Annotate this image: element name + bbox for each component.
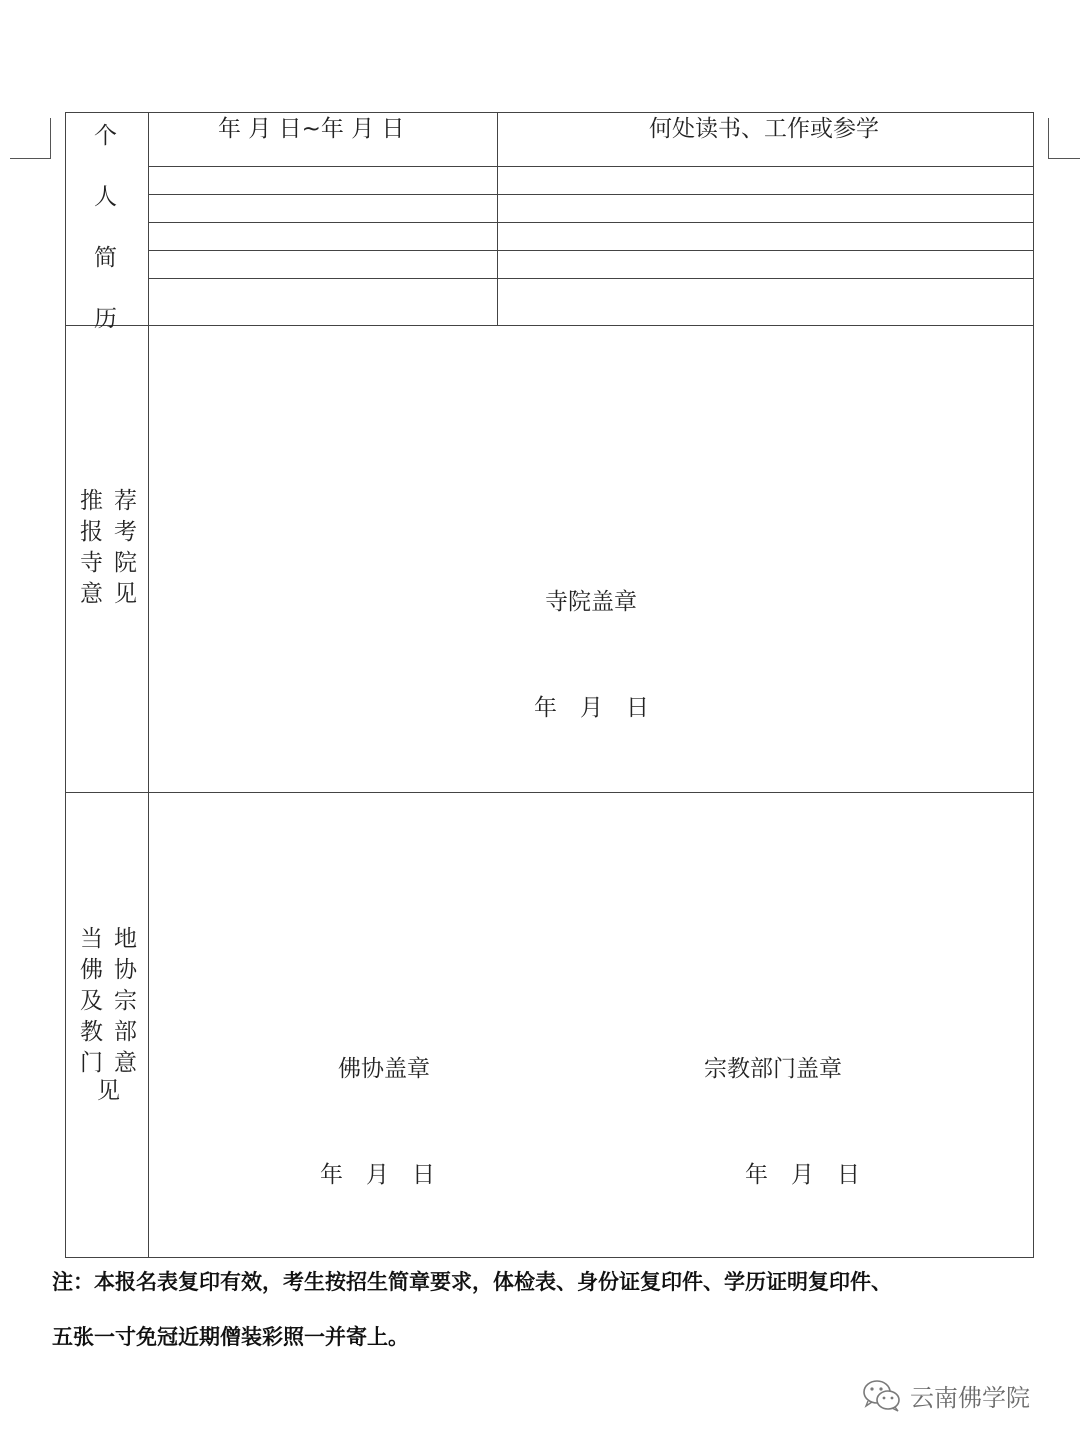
resume-place-header: 何处读书、工作或参学 xyxy=(649,116,879,142)
label-char: 推 xyxy=(80,488,103,514)
religion-date-text: 年 月 日 xyxy=(745,1162,860,1188)
label-char: 及 xyxy=(80,988,103,1014)
label-char: 门 xyxy=(80,1050,103,1076)
label-char: 意 xyxy=(114,1050,137,1076)
resume-row-place[interactable] xyxy=(506,199,1026,219)
application-form-table xyxy=(65,112,1034,1258)
resume-row-line xyxy=(148,194,1033,195)
temple-opinion-label-col2 xyxy=(114,486,137,610)
local-opinion-label-col2 xyxy=(114,924,137,1079)
label-column-divider xyxy=(148,113,149,1257)
label-char: 寺 xyxy=(80,550,103,576)
resume-row-line xyxy=(148,222,1033,223)
account-watermark xyxy=(862,1378,1030,1413)
label-char: 当 xyxy=(80,926,103,952)
label-char: 佛 xyxy=(80,957,103,983)
label-char: 意 xyxy=(80,581,103,607)
label-char: 部 xyxy=(114,1019,137,1045)
local-opinion-label-col1 xyxy=(80,924,103,1079)
resume-row-place[interactable] xyxy=(506,227,1026,247)
resume-date-header: 年 月 日~年 月 日 xyxy=(218,116,405,142)
label-char: 报 xyxy=(80,519,103,545)
local-opinion-label-last: 见 xyxy=(97,1078,120,1104)
temple-opinion-label-col1 xyxy=(80,486,103,610)
label-char: 宗 xyxy=(114,988,137,1014)
resume-row-date[interactable] xyxy=(156,288,491,316)
label-char: 见 xyxy=(114,581,137,607)
resume-header-line xyxy=(148,166,1033,167)
label-char: 教 xyxy=(80,1019,103,1045)
resume-row-place[interactable] xyxy=(506,255,1026,275)
wechat-icon xyxy=(862,1379,902,1413)
buddhist-date-text: 年 月 日 xyxy=(320,1162,435,1188)
resume-row-place[interactable] xyxy=(506,288,1026,316)
section-divider-resume xyxy=(66,325,1033,326)
resume-label-char: 历 xyxy=(94,306,117,332)
resume-label xyxy=(94,117,117,333)
temple-seal-text: 寺院盖章 xyxy=(545,589,637,615)
label-char: 协 xyxy=(114,957,137,983)
resume-row-date[interactable] xyxy=(156,227,491,247)
resume-row-date[interactable] xyxy=(156,171,491,191)
resume-row-date[interactable] xyxy=(156,199,491,219)
religion-seal-text: 宗教部门盖章 xyxy=(704,1056,842,1082)
buddhist-seal-text: 佛协盖章 xyxy=(338,1056,430,1082)
temple-date-text: 年 月 日 xyxy=(534,695,649,721)
crop-mark-right xyxy=(1048,118,1080,159)
resume-row-line xyxy=(148,278,1033,279)
resume-label-char: 个 xyxy=(94,123,117,149)
watermark-text: 云南佛学院 xyxy=(910,1384,1030,1412)
local-opinion-area[interactable] xyxy=(150,794,1032,1256)
resume-label-char: 简 xyxy=(94,245,117,271)
resume-row-date[interactable] xyxy=(156,255,491,275)
crop-mark-left xyxy=(10,118,51,159)
section-divider-temple xyxy=(66,792,1033,793)
resume-row-line xyxy=(148,250,1033,251)
resume-label-char: 人 xyxy=(94,184,117,210)
label-char: 院 xyxy=(114,550,137,576)
resume-row-place[interactable] xyxy=(506,171,1026,191)
note-line-1: 注：本报名表复印有效，考生按招生简章要求，体检表、身份证复印件、学历证明复印件、 xyxy=(52,1270,892,1294)
note-line-2: 五张一寸免冠近期僧装彩照一并寄上。 xyxy=(52,1325,409,1349)
label-char: 荐 xyxy=(114,488,137,514)
label-char: 地 xyxy=(114,926,137,952)
resume-column-divider xyxy=(497,113,498,325)
label-char: 考 xyxy=(114,519,137,545)
